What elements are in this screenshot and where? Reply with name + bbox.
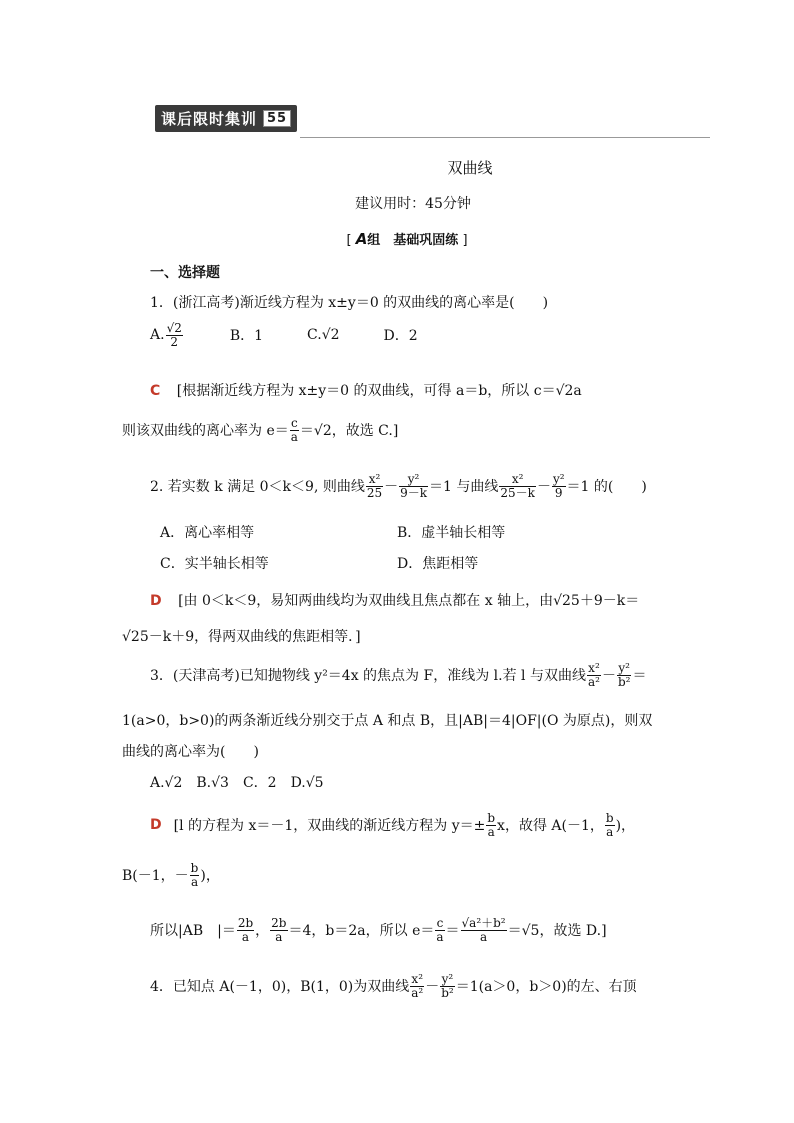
page-title: 双曲线 xyxy=(447,159,493,177)
q1-explain-line1: C [根据渐近线方程为 x±y＝0 的双曲线，可得 a＝b，所以 c＝√2a xyxy=(150,383,582,399)
q3-answer: D xyxy=(150,817,162,834)
group-text: 组 基础巩固练 xyxy=(367,233,459,248)
q2-opt-b: B．虚半轴长相等 xyxy=(397,525,506,541)
q4-stem: 4．已知点 A(－1，0)，B(1，0)为双曲线 $\frac{\text{x²}}{\text{a²}}$ － $\frac{\text{y²}}{\text{b²}}$ ＝1(a＞0，b＞0)的左、右顶 xyxy=(150,972,637,1000)
suggested-time: 建议用时：45分钟 xyxy=(355,196,471,212)
group-letter: A xyxy=(355,230,368,248)
q1-opt-c: C.√2 xyxy=(307,327,340,344)
header-banner xyxy=(155,104,297,132)
q1-answer: C xyxy=(150,383,161,399)
q1-options xyxy=(150,322,418,348)
q2-answer: D xyxy=(150,593,162,609)
banner-title: 课后限时集训 xyxy=(161,109,258,128)
q1-opt-a: A. $\frac{√2}{2}$ xyxy=(150,321,182,349)
q2-explain-line1: D [由 0＜k＜9，易知两曲线均为双曲线且焦点都在 x 轴上，由√25＋9－k＝ xyxy=(150,593,640,609)
header-rule xyxy=(300,137,710,138)
q1-explain-line2: 则该双曲线的离心率为 e＝ $\frac{c}{a}$ ＝√2，故选 C.] xyxy=(122,416,399,444)
q2-explain-line2: √25－k＋9，得两双曲线的焦距相等．] xyxy=(122,629,361,645)
q3-options: A.√2 B.√3 C．2 D.√5 xyxy=(150,775,324,791)
banner-number: 55 xyxy=(263,110,291,127)
q1-stem: 1．(浙江高考)渐近线方程为 x±y＝0 的双曲线的离心率是( ) xyxy=(150,295,549,311)
q3-explain-line3: 所以|AB |＝ $\frac{2b}{a}$ ， $\frac{2b}{a}$ ＝4，b＝2a，所以 e＝ $\frac{c}{a}$ ＝ $\frac{\text{√a²＋b²}}{a}$ ＝√5，故选 D.] xyxy=(150,916,607,944)
q3-stem-line1: 3．(天津高考)已知抛物线 y²＝4x 的焦点为 F，准线为 l.若 l 与双曲线 $\frac{\text{x²}}{\text{a²}}$ － $\frac{\text{y²}}{\text{b²}}$ ＝ xyxy=(150,661,647,689)
q1-opt-b: B．1 xyxy=(229,328,264,345)
q3-explain-line2: B(－1，－ $\frac{b}{a}$ )， xyxy=(122,861,220,889)
group-label xyxy=(0,229,794,248)
q2-opt-c: C．实半轴长相等 xyxy=(160,556,269,572)
group-bracket-left: [ xyxy=(346,233,352,248)
q3-stem-line3: 曲线的离心率为( ) xyxy=(122,744,259,760)
q3-explain-line1: D [l 的方程为 x＝－1，双曲线的渐近线方程为 y＝± $\frac{b}{a}$ x，故得 A(－1， $\frac{b}{a}$ )， xyxy=(150,811,636,839)
q1-opt-d: D．2 xyxy=(383,328,418,345)
q2-stem: 2. 若实数 k 满足 0＜k＜9, 则曲线 $\frac{\text{x²}}{25}$ － $\frac{\text{y²}}{9-k}$ ＝1 与曲线 $\frac{\text{x²}}{25-k}$ － $\frac{\text{y²}}{9}$ ＝1 的( ) xyxy=(150,472,647,500)
banner-box xyxy=(155,105,297,132)
group-bracket-right: ] xyxy=(462,233,468,248)
q2-opt-d: D．焦距相等 xyxy=(397,556,479,572)
section-heading: 一、选择题 xyxy=(150,265,220,281)
q2-opt-a: A．离心率相等 xyxy=(160,525,255,541)
q3-stem-line2: 1(a>0，b>0)的两条渐近线分别交于点 A 和点 B，且|AB|＝4|OF|(O 为原点)，则双 xyxy=(122,713,653,729)
